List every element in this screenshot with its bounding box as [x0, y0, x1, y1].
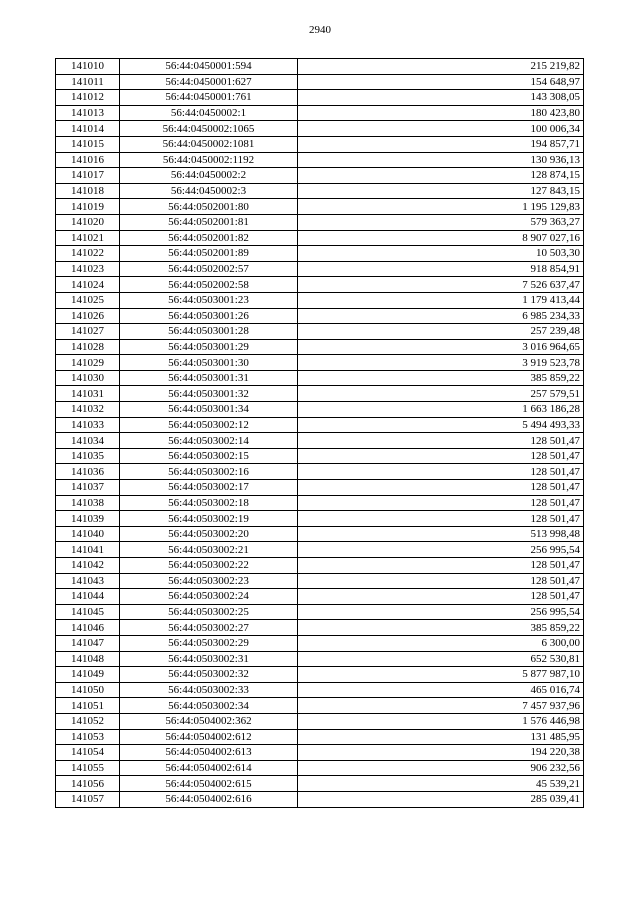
table-row	[56, 791, 584, 807]
row-number-cell: 141013	[56, 105, 120, 121]
cadastral-number-cell: 56:44:0503002:24	[120, 589, 298, 605]
cadastral-value-cell: 257 239,48	[298, 324, 584, 340]
table-row	[56, 604, 584, 620]
cadastral-value-cell: 256 995,54	[298, 542, 584, 558]
cadastral-value-cell: 194 857,71	[298, 136, 584, 152]
cadastral-value-cell: 215 219,82	[298, 59, 584, 75]
cadastral-number-cell: 56:44:0504002:615	[120, 776, 298, 792]
cadastral-number-cell: 56:44:0503001:29	[120, 339, 298, 355]
row-number-cell: 141038	[56, 495, 120, 511]
row-number-cell: 141024	[56, 277, 120, 293]
cadastral-value-cell: 10 503,30	[298, 246, 584, 262]
row-number-cell: 141034	[56, 433, 120, 449]
row-number-cell: 141031	[56, 386, 120, 402]
table-row	[56, 214, 584, 230]
cadastral-number-cell: 56:44:0450002:1081	[120, 136, 298, 152]
cadastral-number-cell: 56:44:0503002:23	[120, 573, 298, 589]
table-row	[56, 292, 584, 308]
row-number-cell: 141049	[56, 667, 120, 683]
table-row	[56, 495, 584, 511]
row-number-cell: 141046	[56, 620, 120, 636]
row-number-cell: 141010	[56, 59, 120, 75]
cadastral-value-table	[55, 58, 584, 808]
row-number-cell: 141020	[56, 214, 120, 230]
row-number-cell: 141055	[56, 760, 120, 776]
table-row	[56, 682, 584, 698]
cadastral-number-cell: 56:44:0450002:1	[120, 105, 298, 121]
table-row	[56, 74, 584, 90]
cadastral-number-cell: 56:44:0502001:81	[120, 214, 298, 230]
table-row	[56, 402, 584, 418]
table-row	[56, 370, 584, 386]
table-body	[56, 59, 584, 808]
row-number-cell: 141037	[56, 480, 120, 496]
cadastral-number-cell: 56:44:0503001:26	[120, 308, 298, 324]
cadastral-number-cell: 56:44:0502001:82	[120, 230, 298, 246]
table-row	[56, 667, 584, 683]
cadastral-value-cell: 385 859,22	[298, 620, 584, 636]
table-row	[56, 698, 584, 714]
cadastral-number-cell: 56:44:0450002:1065	[120, 121, 298, 137]
cadastral-value-cell: 256 995,54	[298, 604, 584, 620]
cadastral-value-cell: 45 539,21	[298, 776, 584, 792]
cadastral-number-cell: 56:44:0503001:31	[120, 370, 298, 386]
cadastral-number-cell: 56:44:0503002:17	[120, 480, 298, 496]
table-row	[56, 121, 584, 137]
row-number-cell: 141057	[56, 791, 120, 807]
row-number-cell: 141027	[56, 324, 120, 340]
cadastral-value-cell: 143 308,05	[298, 90, 584, 106]
row-number-cell: 141035	[56, 448, 120, 464]
table-row	[56, 448, 584, 464]
table-row	[56, 713, 584, 729]
table-row	[56, 464, 584, 480]
cadastral-value-cell: 579 363,27	[298, 214, 584, 230]
row-number-cell: 141016	[56, 152, 120, 168]
cadastral-value-cell: 1 663 186,28	[298, 402, 584, 418]
cadastral-value-cell: 1 195 129,83	[298, 199, 584, 215]
row-number-cell: 141019	[56, 199, 120, 215]
table-row	[56, 261, 584, 277]
cadastral-value-cell: 128 501,47	[298, 589, 584, 605]
table-row	[56, 355, 584, 371]
row-number-cell: 141018	[56, 183, 120, 199]
cadastral-value-cell: 128 501,47	[298, 495, 584, 511]
cadastral-value-cell: 513 998,48	[298, 526, 584, 542]
cadastral-value-cell: 100 006,34	[298, 121, 584, 137]
row-number-cell: 141044	[56, 589, 120, 605]
cadastral-number-cell: 56:44:0503002:18	[120, 495, 298, 511]
cadastral-value-cell: 154 648,97	[298, 74, 584, 90]
cadastral-number-cell: 56:44:0502002:57	[120, 261, 298, 277]
row-number-cell: 141043	[56, 573, 120, 589]
table-row	[56, 776, 584, 792]
cadastral-number-cell: 56:44:0450001:761	[120, 90, 298, 106]
cadastral-number-cell: 56:44:0503002:29	[120, 635, 298, 651]
table-row	[56, 526, 584, 542]
row-number-cell: 141050	[56, 682, 120, 698]
cadastral-value-cell: 128 501,47	[298, 480, 584, 496]
table-row	[56, 573, 584, 589]
cadastral-number-cell: 56:44:0504002:613	[120, 745, 298, 761]
row-number-cell: 141048	[56, 651, 120, 667]
row-number-cell: 141030	[56, 370, 120, 386]
cadastral-value-cell: 6 300,00	[298, 635, 584, 651]
cadastral-number-cell: 56:44:0503001:28	[120, 324, 298, 340]
cadastral-value-cell: 128 501,47	[298, 511, 584, 527]
row-number-cell: 141039	[56, 511, 120, 527]
row-number-cell: 141015	[56, 136, 120, 152]
row-number-cell: 141042	[56, 558, 120, 574]
cadastral-number-cell: 56:44:0450002:3	[120, 183, 298, 199]
cadastral-number-cell: 56:44:0450001:627	[120, 74, 298, 90]
cadastral-number-cell: 56:44:0450002:2	[120, 168, 298, 184]
cadastral-number-cell: 56:44:0503002:25	[120, 604, 298, 620]
cadastral-number-cell: 56:44:0503002:14	[120, 433, 298, 449]
row-number-cell: 141036	[56, 464, 120, 480]
row-number-cell: 141040	[56, 526, 120, 542]
table-row	[56, 308, 584, 324]
cadastral-value-cell: 5 877 987,10	[298, 667, 584, 683]
cadastral-number-cell: 56:44:0503001:30	[120, 355, 298, 371]
cadastral-value-cell: 3 919 523,78	[298, 355, 584, 371]
cadastral-number-cell: 56:44:0502001:80	[120, 199, 298, 215]
cadastral-number-cell: 56:44:0503002:31	[120, 651, 298, 667]
table-row	[56, 324, 584, 340]
table-row	[56, 760, 584, 776]
cadastral-value-cell: 906 232,56	[298, 760, 584, 776]
table-row	[56, 729, 584, 745]
row-number-cell: 141033	[56, 417, 120, 433]
cadastral-number-cell: 56:44:0503002:19	[120, 511, 298, 527]
table-row	[56, 542, 584, 558]
table-row	[56, 433, 584, 449]
table-row	[56, 745, 584, 761]
cadastral-value-cell: 285 039,41	[298, 791, 584, 807]
table-row	[56, 651, 584, 667]
cadastral-value-cell: 652 530,81	[298, 651, 584, 667]
cadastral-number-cell: 56:44:0503001:32	[120, 386, 298, 402]
cadastral-number-cell: 56:44:0503002:34	[120, 698, 298, 714]
row-number-cell: 141052	[56, 713, 120, 729]
table-row	[56, 620, 584, 636]
table-row	[56, 136, 584, 152]
table-row	[56, 246, 584, 262]
cadastral-number-cell: 56:44:0504002:362	[120, 713, 298, 729]
table-row	[56, 277, 584, 293]
row-number-cell: 141022	[56, 246, 120, 262]
row-number-cell: 141053	[56, 729, 120, 745]
cadastral-number-cell: 56:44:0503002:12	[120, 417, 298, 433]
cadastral-value-cell: 128 501,47	[298, 448, 584, 464]
cadastral-number-cell: 56:44:0502001:89	[120, 246, 298, 262]
row-number-cell: 141028	[56, 339, 120, 355]
table-row	[56, 230, 584, 246]
table-row	[56, 480, 584, 496]
table-row	[56, 152, 584, 168]
table-row	[56, 105, 584, 121]
table-row	[56, 199, 584, 215]
row-number-cell: 141026	[56, 308, 120, 324]
cadastral-number-cell: 56:44:0503002:22	[120, 558, 298, 574]
cadastral-number-cell: 56:44:0450001:594	[120, 59, 298, 75]
row-number-cell: 141017	[56, 168, 120, 184]
cadastral-value-cell: 8 907 027,16	[298, 230, 584, 246]
cadastral-number-cell: 56:44:0503002:21	[120, 542, 298, 558]
cadastral-number-cell: 56:44:0503002:27	[120, 620, 298, 636]
cadastral-value-cell: 918 854,91	[298, 261, 584, 277]
table-row	[56, 90, 584, 106]
cadastral-value-cell: 130 936,13	[298, 152, 584, 168]
cadastral-value-cell: 257 579,51	[298, 386, 584, 402]
row-number-cell: 141051	[56, 698, 120, 714]
cadastral-value-cell: 385 859,22	[298, 370, 584, 386]
table-row	[56, 417, 584, 433]
table-row	[56, 183, 584, 199]
cadastral-value-cell: 131 485,95	[298, 729, 584, 745]
row-number-cell: 141047	[56, 635, 120, 651]
page-number: 2940	[309, 24, 331, 36]
cadastral-number-cell: 56:44:0503002:32	[120, 667, 298, 683]
cadastral-value-cell: 128 501,47	[298, 433, 584, 449]
row-number-cell: 141032	[56, 402, 120, 418]
cadastral-value-cell: 128 874,15	[298, 168, 584, 184]
cadastral-number-cell: 56:44:0504002:612	[120, 729, 298, 745]
cadastral-number-cell: 56:44:0450002:1192	[120, 152, 298, 168]
row-number-cell: 141012	[56, 90, 120, 106]
cadastral-value-cell: 1 179 413,44	[298, 292, 584, 308]
cadastral-value-cell: 6 985 234,33	[298, 308, 584, 324]
table-row	[56, 386, 584, 402]
cadastral-value-cell: 194 220,38	[298, 745, 584, 761]
row-number-cell: 141054	[56, 745, 120, 761]
row-number-cell: 141014	[56, 121, 120, 137]
cadastral-number-cell: 56:44:0503002:15	[120, 448, 298, 464]
row-number-cell: 141029	[56, 355, 120, 371]
cadastral-number-cell: 56:44:0503002:16	[120, 464, 298, 480]
cadastral-value-cell: 127 843,15	[298, 183, 584, 199]
cadastral-value-cell: 1 576 446,98	[298, 713, 584, 729]
cadastral-number-cell: 56:44:0503001:23	[120, 292, 298, 308]
cadastral-value-cell: 3 016 964,65	[298, 339, 584, 355]
cadastral-number-cell: 56:44:0504002:616	[120, 791, 298, 807]
cadastral-value-cell: 7 526 637,47	[298, 277, 584, 293]
cadastral-value-cell: 128 501,47	[298, 573, 584, 589]
table-row	[56, 589, 584, 605]
table-row	[56, 511, 584, 527]
row-number-cell: 141021	[56, 230, 120, 246]
cadastral-value-cell: 465 016,74	[298, 682, 584, 698]
table-row	[56, 635, 584, 651]
table-row	[56, 558, 584, 574]
row-number-cell: 141045	[56, 604, 120, 620]
row-number-cell: 141023	[56, 261, 120, 277]
table-row	[56, 59, 584, 75]
row-number-cell: 141041	[56, 542, 120, 558]
row-number-cell: 141056	[56, 776, 120, 792]
table-row	[56, 339, 584, 355]
cadastral-number-cell: 56:44:0503001:34	[120, 402, 298, 418]
cadastral-number-cell: 56:44:0503002:33	[120, 682, 298, 698]
cadastral-value-cell: 180 423,80	[298, 105, 584, 121]
row-number-cell: 141011	[56, 74, 120, 90]
cadastral-value-cell: 128 501,47	[298, 464, 584, 480]
cadastral-number-cell: 56:44:0502002:58	[120, 277, 298, 293]
row-number-cell: 141025	[56, 292, 120, 308]
cadastral-number-cell: 56:44:0503002:20	[120, 526, 298, 542]
cadastral-value-cell: 128 501,47	[298, 558, 584, 574]
cadastral-number-cell: 56:44:0504002:614	[120, 760, 298, 776]
table-row	[56, 168, 584, 184]
cadastral-value-cell: 5 494 493,33	[298, 417, 584, 433]
cadastral-value-cell: 7 457 937,96	[298, 698, 584, 714]
